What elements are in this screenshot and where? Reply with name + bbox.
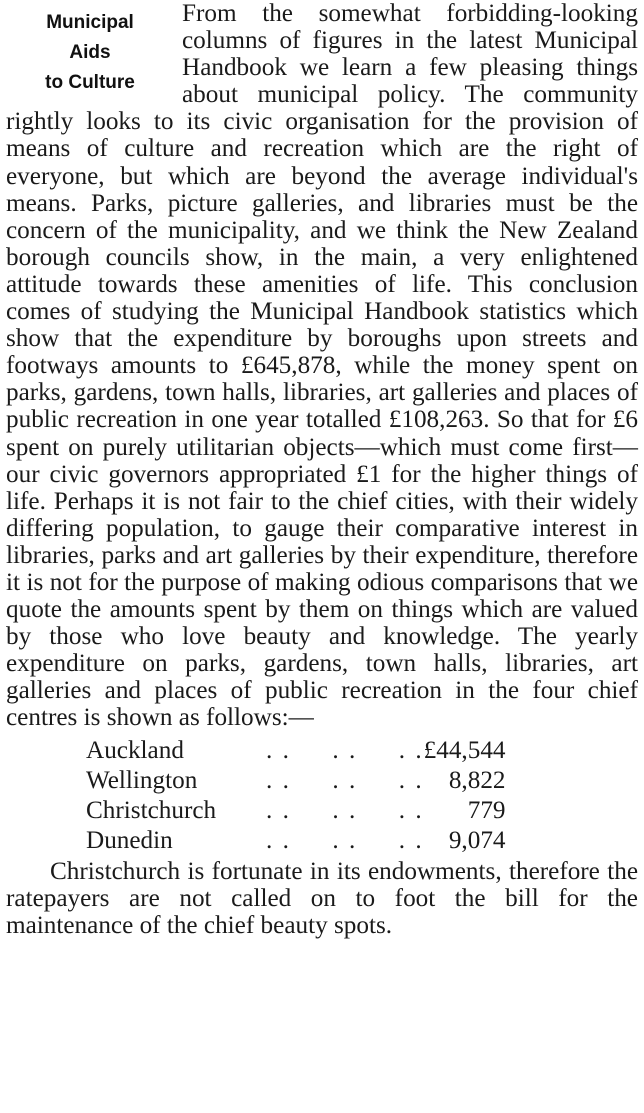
heading-line: Aids [69, 42, 111, 63]
city-name: Christchurch [86, 796, 217, 824]
amount: 9,074 [448, 826, 506, 854]
article-body: From the somewhat forbidding-looking columns of figures in the latest Municipal Handbook we learn a few pleasing things about municipal policy. The community rightly looks to its civic organisation for the provision of means of culture and recreation which are the right of everyone, but which are beyond the average individual's means. Parks, picture galleries, and libraries must be the concern of the municipality, and we think the New Zealand borough councils show, in the main, a very enlightened attitude towards these amenities of life. This conclusion comes of studying the Municipal Handbook statistics which show that the expenditure by boroughs upon streets and footways amounts to £645,878, while the money spent on parks, gardens, town halls, libraries, art galleries and places of public recreation in one year totalled £108,263. So that for £6 spent on purely utilitarian objects—which must come first—our civic governors appropriated £1 for the higher things of life. Perhaps it is not fair to the chief cities, with their widely differing population, to gauge their comparative interest in libraries, parks and art galleries by their expenditure, therefore it is not for the purpose of making odious comparisons that we quote the amounts spent by them on things which are valued by those who love beauty and knowledge. The yearly expenditure on parks, gardens, town halls, libraries, art galleries and places of public recreation in the four chief centres is shown as follows:— [6, 0, 638, 732]
leader-dots: . . . . . . [266, 736, 424, 764]
table-row [86, 796, 506, 826]
city-name: Wellington [86, 766, 198, 794]
expenditure-table [86, 736, 506, 856]
heading-line: to Culture [45, 72, 135, 93]
amount: 779 [467, 796, 506, 824]
table-row [86, 736, 506, 766]
city-name: Auckland [86, 736, 184, 764]
table-row [86, 826, 506, 856]
leader-dots: . . . . . . [266, 766, 424, 794]
table-row [86, 766, 506, 796]
city-name: Dunedin [86, 826, 173, 854]
closing-paragraph: Christchurch is fortunate in its endowments, therefore the ratepayers are not called on to foot the bill for the maintenance of the chief beauty spots. [6, 857, 638, 939]
leader-dots: . . . . . . [266, 796, 424, 824]
article-heading [6, 8, 174, 98]
amount: £44,544 [423, 736, 506, 764]
heading-line: Municipal [46, 12, 134, 33]
leader-dots: . . . . . . [266, 826, 424, 854]
article [6, 0, 638, 939]
amount: 8,822 [448, 766, 506, 794]
